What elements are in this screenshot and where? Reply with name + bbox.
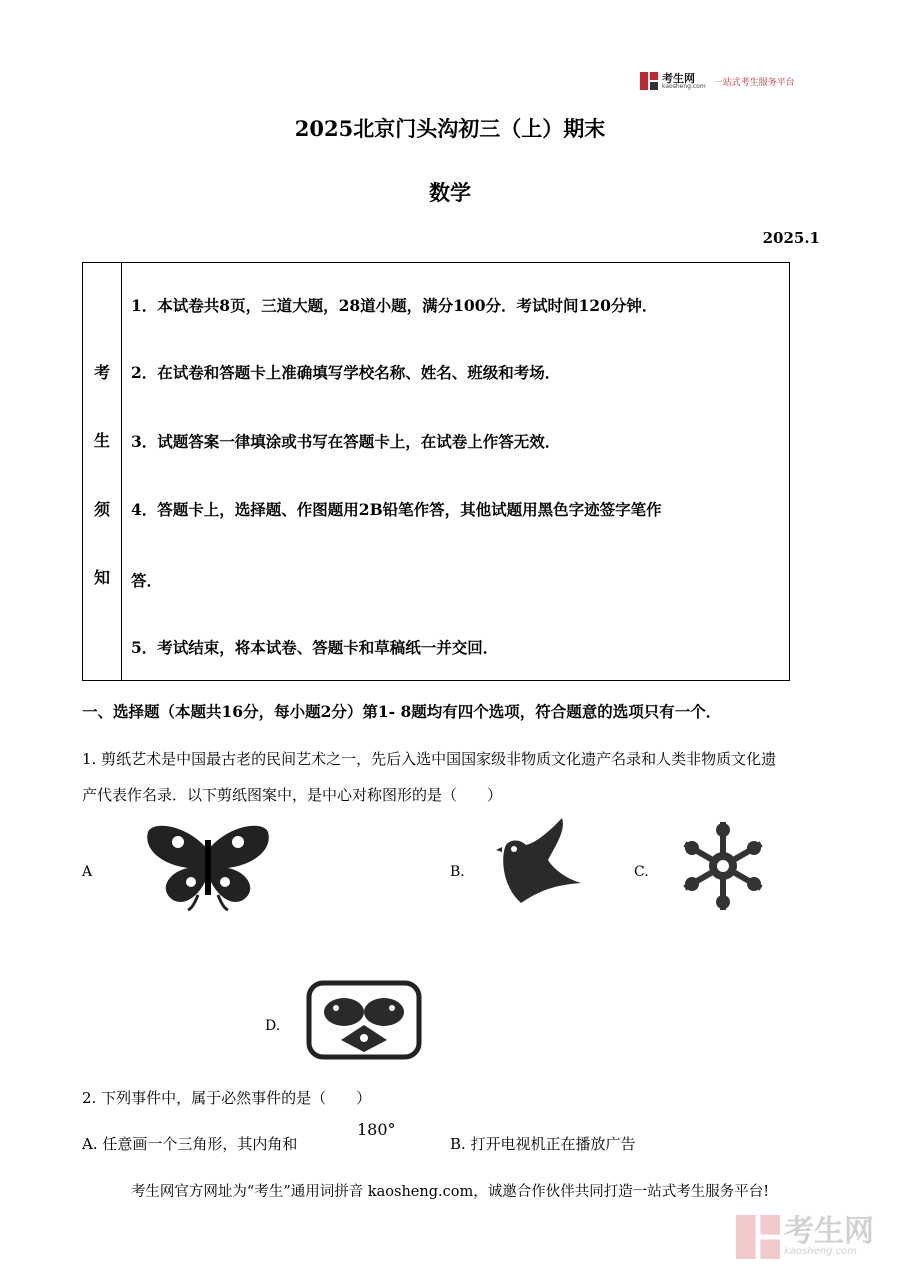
- notice-rule: 4．答题卡上，选择题、作图题用2B铅笔作答，其他试题用黑色字迹签字笔作: [131, 500, 662, 519]
- snowflake-papercut-icon: [672, 820, 774, 912]
- logo-text: [662, 73, 706, 90]
- kaosheng-watermark-icon: [736, 1215, 780, 1259]
- notice-char: 考: [93, 363, 110, 382]
- exam-date: 2025.1: [762, 229, 820, 247]
- q1-option-a-label: A: [82, 864, 93, 880]
- page-footer: 考生网官方网址为“考生”通用词拼音 kaosheng.com，诚邀合作伙伴共同打造一站式考生服务平台!: [130, 1184, 770, 1200]
- logo-domain: kaosheng.com: [662, 82, 706, 90]
- q2-option-a-value: 180°: [357, 1120, 396, 1139]
- notice-side-label: [83, 263, 122, 680]
- notice-char: 生: [93, 431, 110, 450]
- kaosheng-watermark: [736, 1215, 874, 1259]
- header-logo: [640, 72, 795, 90]
- notice-char: 知: [93, 568, 110, 587]
- notice-rule: 2．在试卷和答题卡上准确填写学校名称、姓名、班级和考场．: [131, 363, 561, 382]
- q2-option-b: B. 打开电视机正在播放广告: [450, 1135, 636, 1153]
- watermark-text: [784, 1214, 874, 1257]
- watermark-name: 考生网: [784, 1214, 874, 1249]
- swallow-papercut-icon: [496, 815, 584, 910]
- exam-notice-box: [82, 262, 790, 681]
- exam-subject: 数学: [429, 180, 471, 205]
- q1-option-c-label: C.: [634, 864, 649, 880]
- notice-rule: 答．: [131, 571, 163, 590]
- q1-option-b-label: B.: [450, 864, 465, 880]
- exam-title: 2025北京门头沟初三（上）期末: [294, 116, 606, 141]
- fish-papercut-icon: [306, 980, 422, 1060]
- notice-char: 须: [93, 500, 110, 519]
- q1-stem-line1: 1. 剪纸艺术是中国最古老的民间艺术之一，先后入选中国国家级非物质文化遗产名录和人类非物质文化遗: [82, 750, 777, 768]
- q2-option-a: A. 任意画一个三角形，其内角和: [82, 1135, 298, 1153]
- section-heading: 一、选择题（本题共16分，每小题2分）第1- 8题均有四个选项，符合题意的选项只有一个．: [82, 702, 722, 721]
- kaosheng-logo-icon: [640, 72, 658, 90]
- notice-rule: 3．试题答案一律填涂或书写在答题卡上，在试卷上作答无效．: [131, 432, 561, 451]
- notice-rule: 1．本试卷共8页，三道大题，28道小题，满分100分．考试时间120分钟．: [131, 296, 658, 315]
- q1-stem-line2: 产代表作名录．以下剪纸图案中，是中心对称图形的是（ ）: [82, 786, 503, 804]
- notice-rule: 5．考试结束，将本试卷、答题卡和草稿纸一并交回．: [131, 638, 499, 657]
- watermark-domain: kaosheng.com: [784, 1246, 857, 1257]
- q2-stem: 2. 下列事件中，属于必然事件的是（ ）: [82, 1089, 372, 1107]
- logo-slogan: 一站式考生服务平台: [713, 77, 795, 88]
- logo-name: 考生网: [662, 71, 695, 85]
- q1-option-d-label: D.: [265, 1018, 281, 1034]
- butterfly-papercut-icon: [143, 820, 273, 912]
